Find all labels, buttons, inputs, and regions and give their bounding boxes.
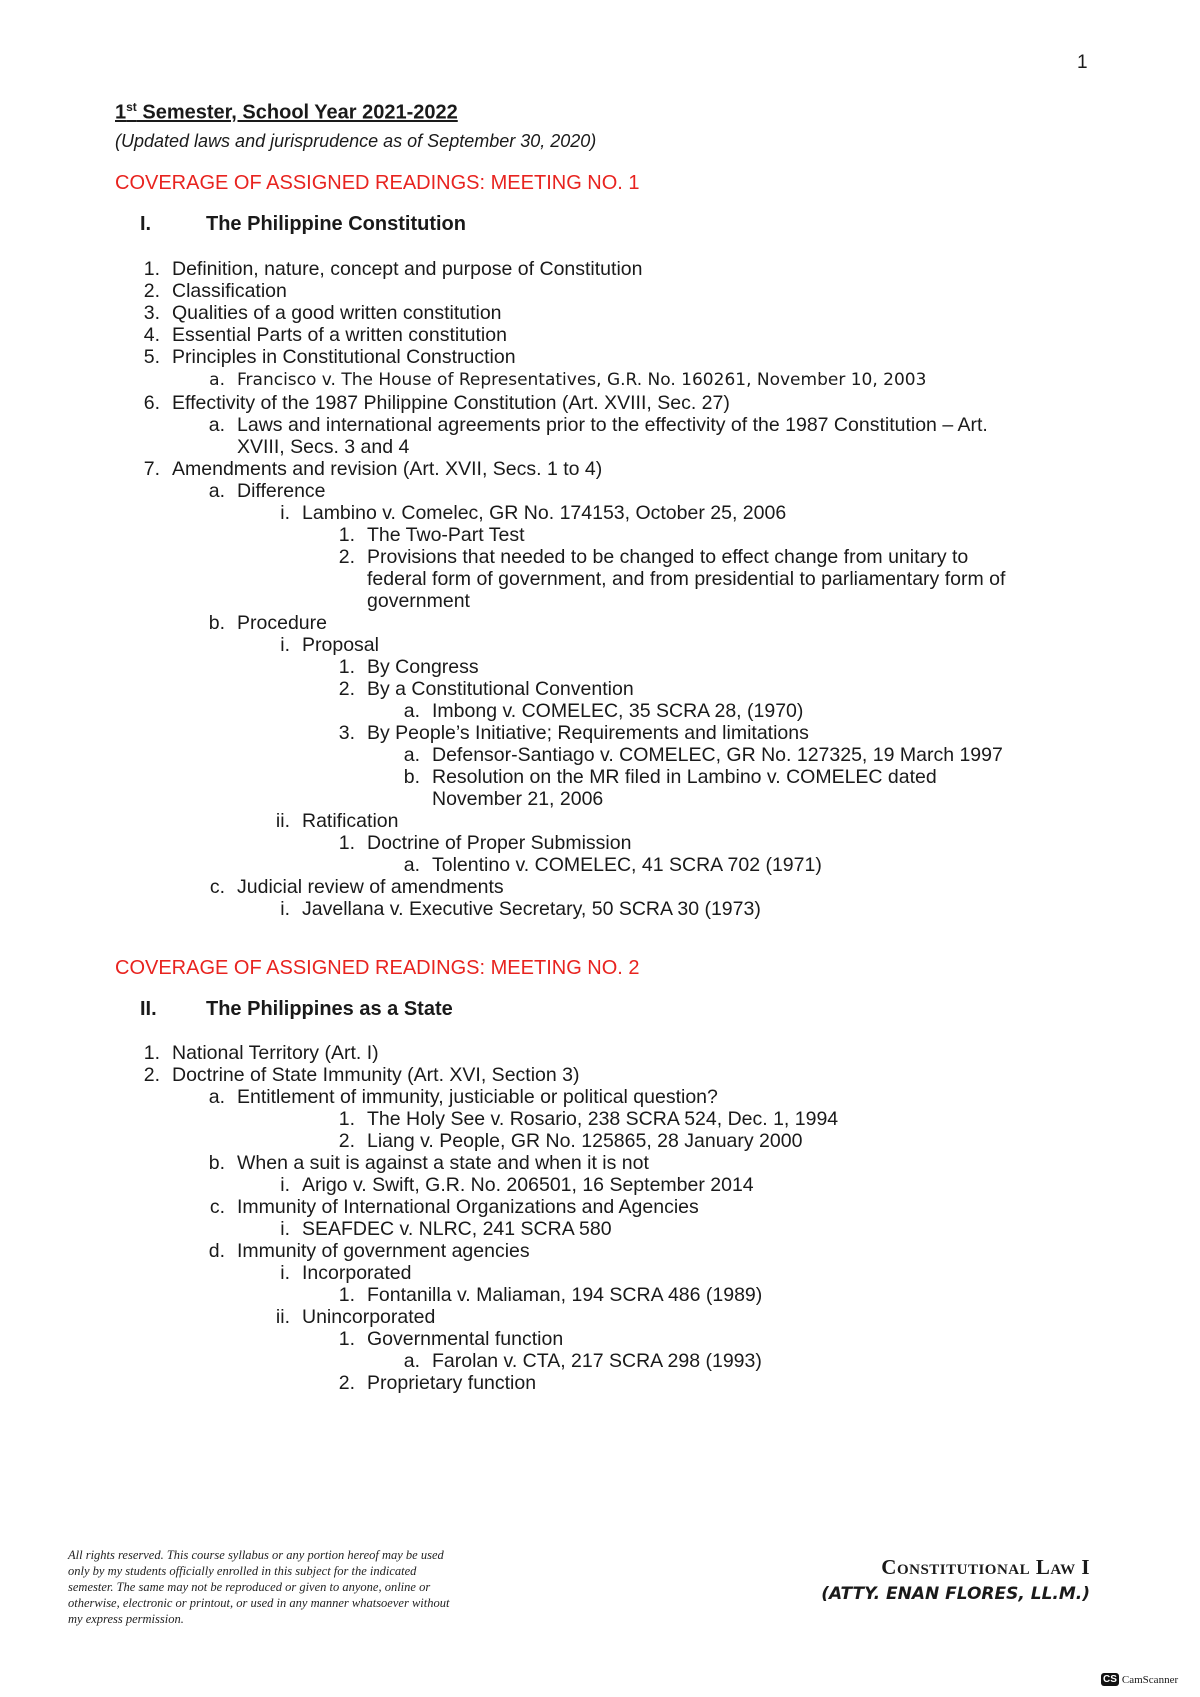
outline-text: Entitlement of immunity, justiciable or political question? <box>237 1086 718 1108</box>
outline-text: Lambino v. Comelec, GR No. 174153, October 25, 2006 <box>302 502 787 524</box>
outline-marker: 1. <box>338 524 355 546</box>
outline-text: The Two-Part Test <box>367 524 525 546</box>
outline-text: Unincorporated <box>302 1306 436 1328</box>
outline-marker: 2. <box>143 1064 160 1086</box>
outline-text: Incorporated <box>302 1262 412 1284</box>
outline-text: Imbong v. COMELEC, 35 SCRA 28, (1970) <box>432 700 804 722</box>
outline-text: Immunity of government agencies <box>237 1240 530 1262</box>
course-author: (ATTY. ENAN FLORES, LL.M.) <box>821 1584 1090 1604</box>
outline-marker: b. <box>208 612 225 634</box>
outline-text: When a suit is against a state and when it is not <box>237 1152 649 1174</box>
outline-marker: a. <box>209 370 225 390</box>
outline-text: Qualities of a good written constitution <box>172 302 502 324</box>
outline-text: Javellana v. Executive Secretary, 50 SCRA 30 (1973) <box>302 898 761 920</box>
outline-marker: 1. <box>338 656 355 678</box>
semester-text: Semester, School Year 2021-2022 <box>136 101 458 124</box>
outline-marker: a. <box>208 414 225 436</box>
outline-marker: 2. <box>338 678 355 700</box>
outline-text: federal form of government, and from presidential to parliamentary form of <box>367 568 1006 590</box>
semester-ordinal: 1 <box>115 101 127 124</box>
outline-text: Liang v. People, GR No. 125865, 28 January 2000 <box>367 1130 803 1152</box>
outline-text: Essential Parts of a written constitution <box>172 324 507 346</box>
outline-marker: 3. <box>338 722 355 744</box>
outline-text: Procedure <box>237 612 327 634</box>
page-number: 1 <box>1077 52 1088 73</box>
camscanner-text: CamScanner <box>1121 1673 1179 1686</box>
outline-marker: d. <box>208 1240 225 1262</box>
outline-marker: 1. <box>338 832 355 854</box>
outline-marker: a. <box>403 700 420 722</box>
outline-marker: 1. <box>338 1328 355 1350</box>
outline-marker: c. <box>209 1196 225 1218</box>
update-note: (Updated laws and jurisprudence as of September 30, 2020) <box>115 131 597 151</box>
camscanner-logo-icon: CS <box>1103 1674 1117 1685</box>
outline-text: Governmental function <box>367 1328 564 1350</box>
outline-marker: 2. <box>143 280 160 302</box>
outline-text: Francisco v. The House of Representatives, G.R. No. 160261, November 10, 2003 <box>237 370 927 390</box>
outline-marker: a. <box>403 744 420 766</box>
outline-marker: a. <box>403 1350 420 1372</box>
outline-marker: 4. <box>143 324 160 346</box>
outline-marker: ii. <box>275 810 290 832</box>
semester-ordinal-suffix: st <box>126 100 137 114</box>
section-1-title: The Philippine Constitution <box>206 213 466 235</box>
outline-text: The Holy See v. Rosario, 238 SCRA 524, Dec. 1, 1994 <box>367 1108 839 1130</box>
outline-marker: i. <box>280 634 290 656</box>
outline-text: Ratification <box>302 810 399 832</box>
outline-marker: 1. <box>143 1042 160 1064</box>
coverage-meeting-1: COVERAGE OF ASSIGNED READINGS: MEETING NO. 1 <box>115 172 640 194</box>
outline-marker: c. <box>209 876 225 898</box>
outline-text: Effectivity of the 1987 Philippine Constitution (Art. XVIII, Sec. 27) <box>172 392 730 414</box>
outline-text: Classification <box>172 280 287 302</box>
outline-text: By People’s Initiative; Requirements and limitations <box>367 722 809 744</box>
outline-marker: i. <box>280 898 290 920</box>
outline-text: Resolution on the MR filed in Lambino v. COMELEC dated <box>432 766 937 788</box>
outline-text: November 21, 2006 <box>432 788 604 810</box>
outline-text: Tolentino v. COMELEC, 41 SCRA 702 (1971) <box>432 854 822 876</box>
outline-marker: i. <box>280 1262 290 1284</box>
outline-marker: 1. <box>338 1108 355 1130</box>
course-title: Constitutional Law I <box>881 1555 1090 1579</box>
outline-text: By a Constitutional Convention <box>367 678 634 700</box>
outline-marker: ii. <box>275 1306 290 1328</box>
semester-heading <box>115 100 458 125</box>
outline-marker: a. <box>208 1086 225 1108</box>
outline-text: Laws and international agreements prior to the effectivity of the 1987 Constitution – Art. <box>237 414 988 436</box>
outline-marker: 2. <box>338 546 355 568</box>
copyright-notice: All rights reserved. This course syllabus or any portion hereof may be used only by my students officially enrolled in this subject for the indicated semester. The same may not be reproduced or given to anyone, online or otherwise, electronic or printout, or used in any manner whatsoever without my express permission. <box>68 1548 450 1626</box>
outline-text: Proposal <box>302 634 379 656</box>
outline-text: Amendments and revision (Art. XVII, Secs. 1 to 4) <box>172 458 603 480</box>
outline-marker: 7. <box>143 458 160 480</box>
outline-marker: 3. <box>143 302 160 324</box>
outline-marker: a. <box>403 854 420 876</box>
outline-text: SEAFDEC v. NLRC, 241 SCRA 580 <box>302 1218 612 1240</box>
outline-text: By Congress <box>367 656 479 678</box>
outline-text: National Territory (Art. I) <box>172 1042 379 1064</box>
outline-text: government <box>367 590 470 612</box>
outline-text: Principles in Constitutional Construction <box>172 346 516 368</box>
outline-text: Arigo v. Swift, G.R. No. 206501, 16 September 2014 <box>302 1174 754 1196</box>
outline-marker: 5. <box>143 346 160 368</box>
section-2-roman: II. <box>140 998 157 1020</box>
outline-text: Fontanilla v. Maliaman, 194 SCRA 486 (1989) <box>367 1284 763 1306</box>
outline-marker: b. <box>208 1152 225 1174</box>
outline-marker: a. <box>208 480 225 502</box>
outline-text: Provisions that needed to be changed to effect change from unitary to <box>367 546 969 568</box>
outline-text: Doctrine of State Immunity (Art. XVI, Section 3) <box>172 1064 580 1086</box>
coverage-meeting-2: COVERAGE OF ASSIGNED READINGS: MEETING NO. 2 <box>115 957 640 979</box>
section-2-title: The Philippines as a State <box>206 998 453 1020</box>
camscanner-watermark <box>1101 1673 1178 1686</box>
outline-marker: 1. <box>143 258 160 280</box>
outline-marker: i. <box>280 1174 290 1196</box>
outline-text: XVIII, Secs. 3 and 4 <box>237 436 410 458</box>
outline-marker: i. <box>280 502 290 524</box>
outline-text: Definition, nature, concept and purpose of Constitution <box>172 258 643 280</box>
outline-marker: 2. <box>338 1372 355 1394</box>
outline-text: Proprietary function <box>367 1372 537 1394</box>
outline-marker: 2. <box>338 1130 355 1152</box>
section-1-roman: I. <box>140 213 152 235</box>
outline-marker: 6. <box>143 392 160 414</box>
outline-marker: 1. <box>338 1284 355 1306</box>
outline-text: Farolan v. CTA, 217 SCRA 298 (1993) <box>432 1350 762 1372</box>
outline-marker: i. <box>280 1218 290 1240</box>
outline-text: Judicial review of amendments <box>237 876 504 898</box>
outline-marker: b. <box>403 766 420 788</box>
outline-text: Difference <box>237 480 326 502</box>
outline-text: Immunity of International Organizations and Agencies <box>237 1196 699 1218</box>
outline-text: Defensor-Santiago v. COMELEC, GR No. 127325, 19 March 1997 <box>432 744 1003 766</box>
outline-text: Doctrine of Proper Submission <box>367 832 632 854</box>
